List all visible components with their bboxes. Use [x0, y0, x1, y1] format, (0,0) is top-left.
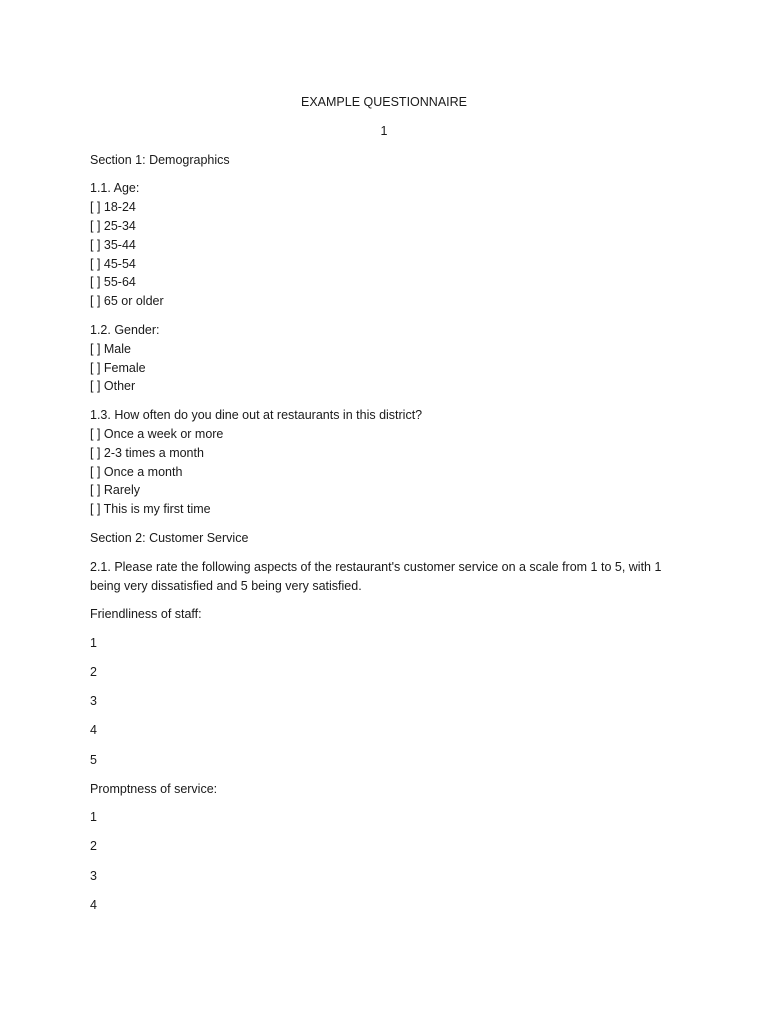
question-dine-label: 1.3. How often do you dine out at restaurants in this district?	[90, 408, 423, 423]
option-age-18-24: [ ] 18-24	[90, 200, 136, 215]
document-title: EXAMPLE QUESTIONNAIRE	[300, 95, 467, 109]
option-age-35-44: [ ] 35-44	[90, 237, 136, 252]
friendliness-scale-1: 1	[90, 636, 97, 651]
question-gender	[90, 321, 690, 396]
option-dine-monthly: [ ] Once a month	[90, 464, 183, 479]
friendliness-scale-4: 4	[90, 723, 97, 738]
rating-instruction: 2.1. Please rate the following aspects of the restaurant's customer service on a scale from 1 to 5, with 1 being very dissatisfied and 5 being very satisfied.	[90, 559, 662, 593]
promptness-scale-3: 3	[90, 868, 97, 883]
question-age	[90, 179, 690, 311]
option-dine-2-3-month: [ ] 2-3 times a month	[90, 445, 204, 460]
document-content	[90, 93, 690, 925]
option-gender-female: [ ] Female	[90, 360, 146, 375]
question-gender-label: 1.2. Gender:	[90, 322, 160, 337]
question-age-label: 1.1. Age:	[90, 181, 140, 196]
promptness-scale-1: 1	[90, 810, 97, 825]
title-block	[0, 93, 768, 141]
page-number: 1	[380, 123, 388, 138]
friendliness-scale-3: 3	[90, 694, 97, 709]
option-dine-rarely: [ ] Rarely	[90, 483, 141, 498]
promptness-scale-4: 4	[90, 897, 97, 912]
friendliness-scale-2: 2	[90, 665, 97, 680]
option-age-25-34: [ ] 25-34	[90, 218, 136, 233]
friendliness-label: Friendliness of staff:	[90, 607, 202, 622]
option-dine-weekly: [ ] Once a week or more	[90, 426, 224, 441]
section-2-heading: Section 2: Customer Service	[90, 530, 249, 545]
option-gender-other: [ ] Other	[90, 379, 136, 394]
question-dine-frequency	[90, 406, 690, 519]
option-gender-male: [ ] Male	[90, 341, 131, 356]
promptness-label: Promptness of service:	[90, 781, 218, 796]
option-age-55-64: [ ] 55-64	[90, 275, 136, 290]
promptness-scale-2: 2	[90, 839, 97, 854]
friendliness-scale-5: 5	[90, 752, 97, 767]
option-dine-first-time: [ ] This is my first time	[90, 502, 211, 517]
option-age-65-older: [ ] 65 or older	[90, 294, 164, 309]
section-1-heading: Section 1: Demographics	[90, 152, 230, 167]
option-age-45-54: [ ] 45-54	[90, 256, 136, 271]
